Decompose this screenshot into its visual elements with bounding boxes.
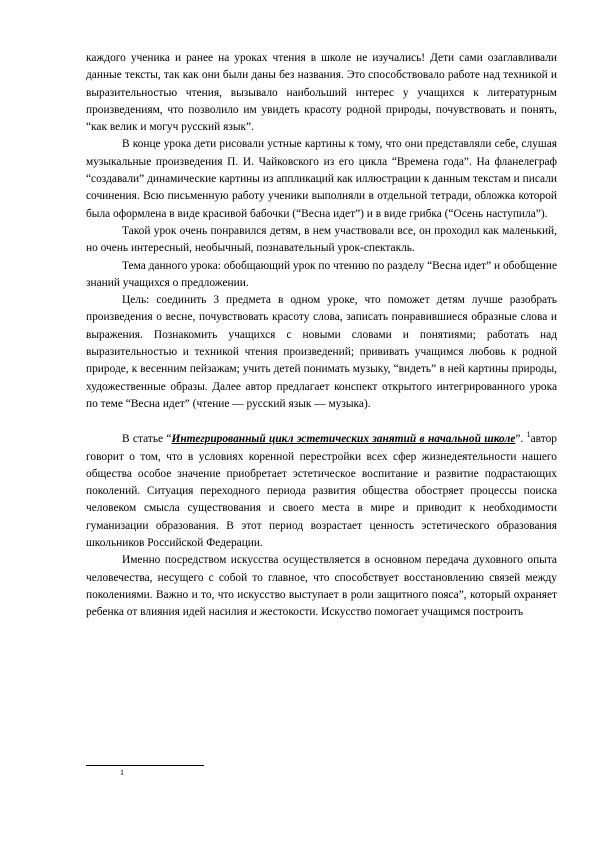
paragraph-6 [86, 431, 557, 552]
article-title-link[interactable]: Интегрированный цикл эстетических занятий в начальной школе [171, 433, 516, 446]
paragraph-5: Цель: соединить 3 предмета в одном уроке, что поможет детям лучше разобрать произведения о весне, почувствовать красоту слова, записать понравившиеся образные слова и выражения. Познакомить учащихся с новыми словами и понятиями; работать над выразительностью и техникой чтения произведений; прививать учащимся любовь к родной природе, к весенним пейзажам; учить детей понимать музыку, “видеть” в ней картины природы, художественные образы. Далее автор предлагает конспект открытого интегрированного урока по теме “Весна идет” (чтение — русский язык — музыка). [86, 294, 557, 410]
paragraph-6-start: В статье “ [122, 433, 172, 446]
paragraph-3: Такой урок очень понравился детям, в нем участвовали все, он проходил как маленький, но очень интересный, необычный, познавательный урок-спектакль. [86, 224, 557, 255]
footnote-reference[interactable]: 1 [526, 430, 531, 440]
paragraph-2: В конце урока дети рисовали устные картины к тому, что они представляли себе, слушая музыкальные произведения П. И. Чайковского из его цикла “Времена года”. На фланелеграф “создавали” динамические картины из аппликаций как иллюстрации к данным текстам и писали сочинения. Всю письменную работу ученики выполняли в отдельной тетради, обложка которой была оформлена в виде красивой бабочки (“Весна идет”) и в виде грибка (“Осень наступила”). [86, 138, 557, 220]
paragraph-7: Именно посредством искусства осуществляется в основном передача духовного опыта человечества, несущего с собой то главное, что способствует восстановлению связей между поколениями. Важно и то, что искусство выступает в роли защитного пояса”, который охраняет ребенка от влияния идей насилия и жестокости. Искусство помогает учащимся построить [86, 554, 557, 619]
paragraph-6-rest: автор говорит о том, что в условиях коренной перестройки всех сфер жизнедеятельности нашего общества особое значение приобретает эстетическое воспитание и развитие подрастающих поколений. Ситуация переходного периода развития общества обостряет процессы поиска человеком смысла существования и своего места в мире и приводит к необходимости гуманизации образования. В этот период возрастает ценность эстетического образования школьников Российской Федерации. [86, 433, 557, 550]
paragraph-6-after-title: ”. [515, 433, 527, 446]
footnote-separator [86, 765, 204, 766]
paragraph-spacer [86, 413, 557, 431]
paragraph-4: Тема данного урока: обобщающий урок по чтению по разделу “Весна идет” и обобщение знаний учащихся о предложении. [86, 259, 557, 289]
paragraph-1: каждого ученика и ранее на уроках чтения в школе не изучались! Дети сами озаглавливали данные тексты, так как они были даны без названия. Это способствовало работе над техникой и выразительностью чтения, вызывало наибольший интерес у учащихся к литературным произведениям, что позволило им увидеть красоту родной природы, почувствовать и понять, “как велик и могуч русский язык”. [86, 52, 557, 134]
footnote-number: 1 [120, 768, 124, 777]
body-text [86, 50, 557, 622]
